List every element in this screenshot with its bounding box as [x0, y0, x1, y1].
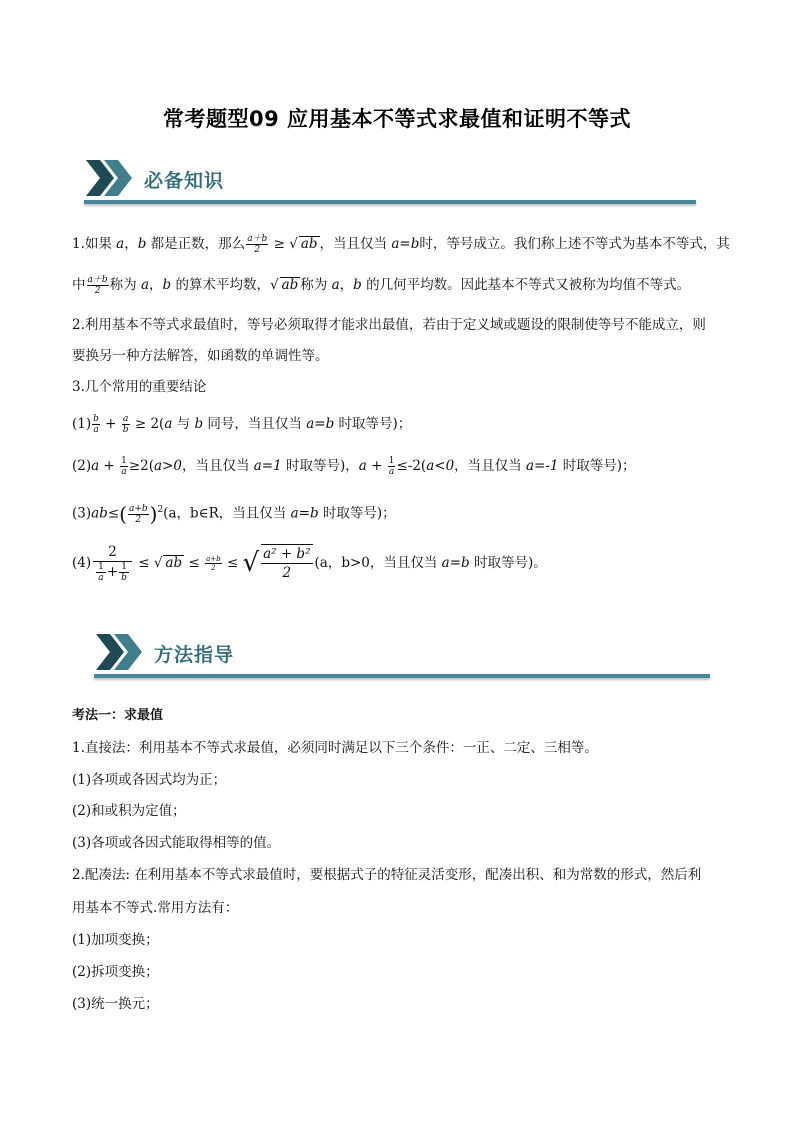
radicand: ab [300, 236, 318, 252]
var-a: a [358, 458, 367, 474]
var-a: a [140, 277, 149, 293]
radicand: ab [165, 555, 183, 571]
fraction-denominator: b [122, 425, 129, 435]
fraction-numerator: a+b [128, 503, 148, 514]
fraction-numerator: 1 [119, 562, 129, 573]
method-1-item-2: (2)和或积为定值； [72, 803, 186, 819]
text: ≤ [107, 505, 120, 522]
equality: a=1 [253, 458, 282, 474]
equality: a=b [306, 416, 335, 432]
section-header-method [94, 632, 710, 682]
condition: (a，b>0，当且仅当 [314, 555, 442, 571]
text: ，当且仅当 [454, 458, 526, 474]
section-divider [84, 200, 696, 204]
text: ≥ [269, 236, 290, 252]
fraction-numerator: b [93, 414, 99, 424]
text: 时取等号)； [318, 505, 396, 522]
fraction-denominator: 2 [211, 563, 216, 572]
fraction-denominator: a [388, 467, 395, 477]
fraction-denominator: a [93, 425, 99, 435]
product-ab: ab [91, 505, 108, 522]
method-2-item-2: (2)拆项变换； [72, 964, 159, 980]
fraction-denominator [93, 562, 132, 583]
condition: a>0 [154, 458, 182, 474]
fraction-numerator: a＋b [87, 275, 108, 285]
fraction-numerator: 2 [93, 543, 132, 562]
equality: a=-1 [525, 458, 559, 474]
text: + [106, 564, 119, 580]
var-b: b [137, 236, 147, 252]
exponent: 2 [157, 505, 164, 515]
text: 时，等号成立。我们称上述不等式为基本不等式，其 [419, 236, 730, 252]
text: ， [124, 236, 138, 252]
fraction [388, 456, 396, 477]
fraction-numerator: a+b [206, 554, 221, 563]
text: + [100, 416, 121, 432]
section-title-knowledge: 必备知识 [144, 170, 225, 192]
text: 时取等号)。 [469, 555, 547, 571]
var-b: b [194, 416, 204, 432]
text: 称为 [300, 277, 332, 293]
fraction-denominator: a [121, 467, 127, 477]
text: (2) [72, 458, 92, 474]
method-2-item-1: (1)加项变换； [72, 932, 159, 948]
fraction-numerator: a² + b² [263, 546, 311, 562]
harmonic-mean-fraction [93, 543, 132, 583]
fraction-numerator: 1 [121, 456, 127, 466]
fraction [119, 562, 129, 583]
var-b: b [353, 277, 362, 293]
text: 时取等号)； [558, 458, 636, 474]
var-a: a [91, 458, 100, 474]
text: (1) [72, 416, 92, 432]
fraction [122, 414, 130, 435]
result-4: (4) 2 $\frac{1}{a}$ + $\frac{1}{b}$ ≤ √ ab ≤ $\frac{a+b}{2}$ ≤ √ $\frac{\text{a² + b²}}{2}$ (a，b>0，当且仅当 a=b 时取等号)。 [72, 544, 547, 583]
paragraph-1-line-1: 1.如果 a，b 都是正数，那么 $\frac{a+b}{2}$ ≥ √ ab ，当且仅当 a=b时，等号成立。我们称上述不等式为基本不等式，其 [72, 234, 730, 255]
fraction [120, 456, 128, 477]
paragraph-2-line-1: 2.利用基本不等式求最值时，等号必须取得才能求出最值，若由于定义域或题设的限制使等号不能成立，则 [72, 317, 706, 333]
fraction-numerator: 1 [388, 456, 395, 466]
fraction [246, 234, 268, 255]
var-a: a [164, 416, 173, 432]
fraction-denominator: 2 [254, 245, 261, 255]
text: ≤ [184, 555, 205, 571]
text: + [366, 458, 387, 474]
radicand: ab [281, 277, 299, 293]
fraction [92, 414, 100, 435]
text: 中 [72, 277, 86, 293]
text: ， [339, 277, 354, 293]
fraction-denominator: 2 [94, 286, 101, 296]
equality: a=b [290, 505, 319, 522]
result-1 [72, 414, 411, 435]
text: 的算术平均数， [171, 277, 270, 293]
quadratic-mean-fraction [261, 544, 312, 582]
double-chevron-icon [84, 158, 136, 198]
text: ， [149, 277, 163, 293]
fraction-denominator: 2 [282, 565, 292, 581]
fraction-numerator: 1 [98, 562, 104, 572]
text: 1.如果 [72, 236, 117, 252]
text: 时取等号)； [334, 416, 412, 432]
method-2-line-1: 2.配凑法: 在利用基本不等式求最值时，要根据式子的特征灵活变形，配凑出积、和为常数的形式，然后利 [72, 867, 702, 883]
method-1-item-1: (1)各项或各因式均为正； [72, 772, 227, 788]
text: 时取等号)， [281, 458, 359, 474]
equality: a=b [441, 555, 470, 571]
condition: a<0 [426, 458, 455, 474]
text: ≥2( [128, 458, 154, 474]
text: ≤ [222, 555, 243, 571]
text: ≤-2( [396, 458, 427, 474]
paragraph-2-line-2: 要换另一种方法解答，如函数的单调性等。 [72, 348, 329, 364]
var-b: b [162, 277, 172, 293]
text: ≤ [133, 555, 154, 571]
method-1: 1.直接法：利用基本不等式求最值，必须同时满足以下三个条件：一正、二定、三相等。 [72, 740, 598, 756]
section-title-method: 方法指导 [154, 644, 235, 666]
text: 都是正数，那么 [146, 236, 246, 252]
fraction [87, 275, 109, 296]
text: 的几何平均数。因此基本不等式又被称为均值不等式。 [361, 277, 691, 293]
result-3: (3)ab≤( $\frac{a+b}{2}$ )$^2$(a，b∈R，当且仅当 a=b 时取等号)； [72, 502, 396, 526]
page-title: 常考题型09 应用基本不等式求最值和证明不等式 [162, 107, 632, 131]
condition: (a，b∈R，当且仅当 [163, 505, 291, 522]
text: 与 [172, 416, 195, 432]
text: ≥ 2( [130, 416, 165, 432]
text: ，当且仅当 [319, 236, 392, 252]
var-a: a [116, 236, 125, 252]
fraction [96, 562, 106, 583]
fraction-denominator: 2 [135, 514, 142, 525]
fraction-denominator: b [121, 573, 127, 583]
equality: a=b [391, 236, 420, 252]
section-header-knowledge [84, 158, 696, 208]
method-2-line-2: 用基本不等式.常用方法有： [72, 900, 239, 916]
result-2 [72, 456, 636, 477]
text: 称为 [109, 277, 141, 293]
text: ，当且仅当 [181, 458, 254, 474]
text: (4) [72, 555, 92, 571]
text: + [99, 458, 120, 474]
paragraph-3-heading: 3.几个常用的重要结论 [72, 379, 207, 395]
fraction-numerator: a＋b [247, 234, 268, 244]
fraction-numerator: a [122, 414, 129, 424]
fraction [128, 504, 149, 525]
section-divider [94, 674, 710, 678]
method-heading: 考法一：求最值 [72, 708, 164, 723]
text: 同号，当且仅当 [203, 416, 307, 432]
fraction [205, 555, 222, 572]
method-2-item-3: (3)统一换元； [72, 996, 159, 1012]
paragraph-1-line-2: 中 $\frac{a+b}{2}$ 称为 a，b 的算术平均数，√ ab 称为 a，b 的几何平均数。因此基本不等式又被称为均值不等式。 [72, 275, 691, 296]
double-chevron-icon [94, 632, 146, 672]
var-a: a [331, 277, 340, 293]
fraction-denominator: a [98, 573, 104, 583]
method-1-item-3: (3)各项或各因式能取得相等的值。 [72, 835, 281, 851]
text: (3) [72, 505, 92, 522]
